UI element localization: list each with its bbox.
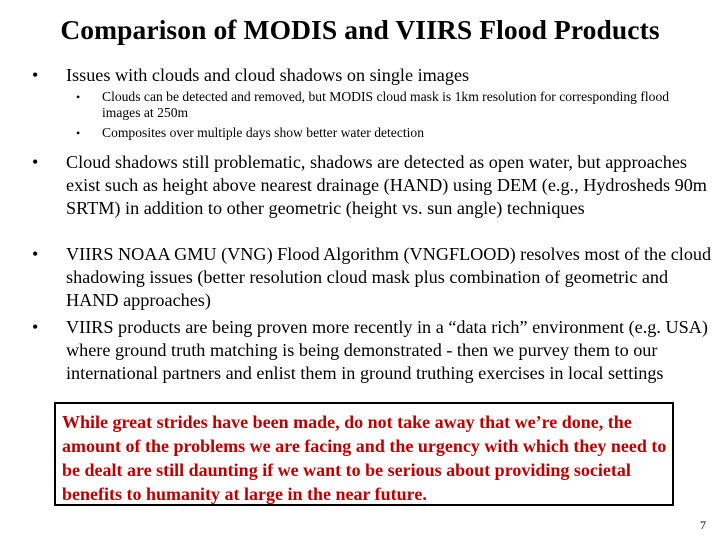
callout-box: While great strides have been made, do not take away that we’re done, the amount of the problems we are facing and the urgency with which they need to be dealt are still daunting if we want to be serious about providing societal benefits to humanity at large in the near future.	[54, 402, 674, 506]
slide-title: Comparison of MODIS and VIIRS Flood Products	[60, 14, 660, 45]
bullet-vngflood	[28, 243, 718, 312]
bullet-text: Issues with clouds and cloud shadows on single images	[66, 65, 470, 85]
bullet-clouds	[28, 64, 718, 87]
bullet-data-rich	[28, 316, 718, 385]
sub-bullet-marker: •	[76, 90, 81, 104]
sub-bullet-composites	[76, 125, 676, 141]
sub-bullet-cloud-mask	[76, 89, 676, 121]
sub-bullet-marker: •	[76, 126, 81, 140]
sub-bullet-text: Clouds can be detected and removed, but MODIS cloud mask is 1km resolution for corresponding flood images at 250m	[102, 89, 670, 120]
bullet-marker: •	[32, 244, 39, 264]
bullet-marker: •	[32, 65, 39, 85]
page-number: 7	[700, 518, 706, 532]
bullet-text: VIIRS NOAA GMU (VNG) Flood Algorithm (VNGFLOOD) resolves most of the cloud shadowing issues (better resolution cloud mask plus combination of geometric and HAND approaches)	[66, 244, 712, 310]
bullet-text: VIIRS products are being proven more recently in a “data rich” environment (e.g. USA) where ground truth matching is being demonstrated - then we purvey them to our international partners and enlist them in ground truthing exercises in local settings	[66, 317, 708, 383]
bullet-marker: •	[32, 317, 39, 337]
sub-bullet-text: Composites over multiple days show better water detection	[102, 125, 425, 140]
bullet-marker: •	[32, 152, 39, 172]
bullet-cloud-shadows	[28, 151, 718, 220]
bullet-text: Cloud shadows still problematic, shadows are detected as open water, but approaches exist such as height above nearest drainage (HAND) using DEM (e.g., Hydrosheds 90m SRTM) in addition to other geometric (height vs. sun angle) techniques	[66, 152, 707, 218]
